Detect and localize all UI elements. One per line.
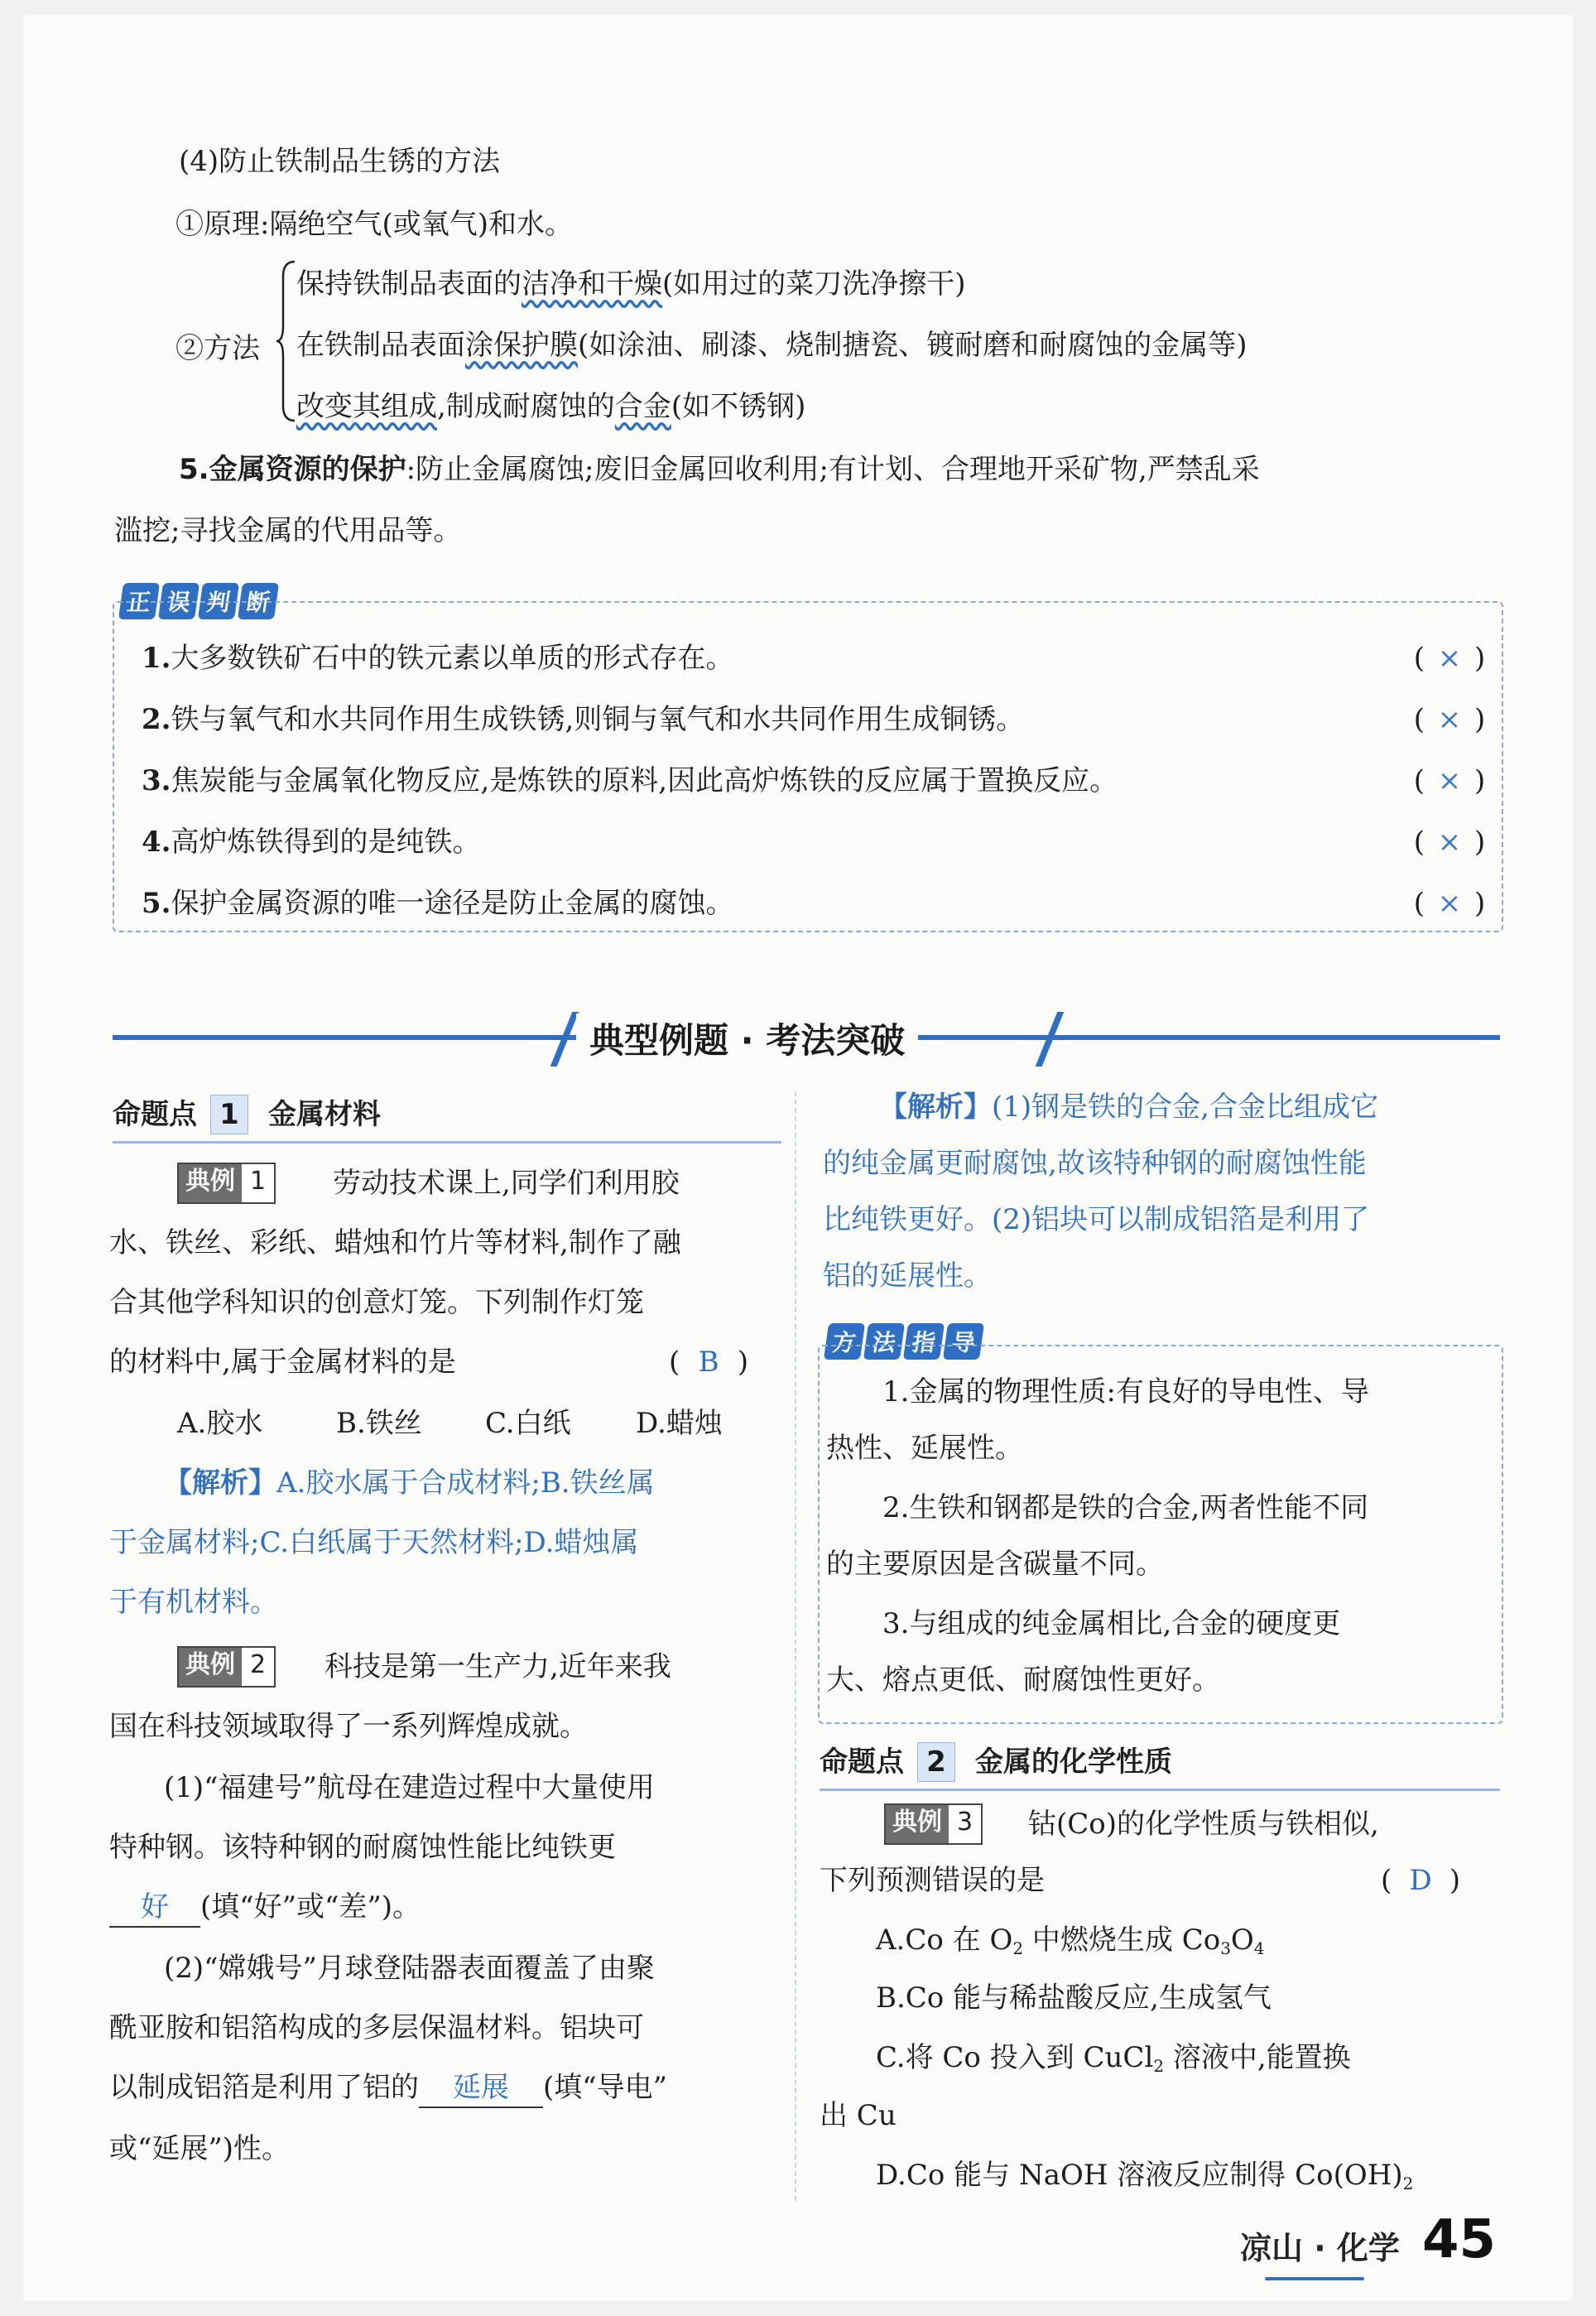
tag: 法 [863,1323,905,1360]
example-3-label: 典例 3 [884,1803,983,1845]
heading-4: (4)防止铁制品生锈的方法 [179,145,501,178]
topic-1: 命题点 1 金属材料 [113,1091,381,1134]
tag: 误 [158,583,200,619]
ex1-option: D.蜡烛 [636,1407,723,1440]
ex1-line: 水、铁丝、彩纸、蜡烛和竹片等材料,制作了融 [109,1226,681,1259]
tag: 断 [238,583,279,619]
tag: 方 [824,1323,865,1360]
ex3-option-b: B.Co 能与稀盐酸反应,生成氢气 [876,1981,1272,2015]
ex1-line: 合其他学科知识的创意灯笼。下列制作灯笼 [109,1286,644,1319]
ex1-option: C.白纸 [485,1407,571,1440]
tag: 指 [903,1323,945,1360]
topic-2-underline [820,1789,1500,1791]
tag: 判 [198,583,239,619]
ex3-option-c-cont: 出 Cu [820,2099,897,2132]
ex2-blank-line-2: 以制成铝箔是利用了铝的 延展 (填“导电” [109,2068,667,2108]
ex2-line: 酰亚胺和铝箔构成的多层保温材料。铝块可 [109,2011,644,2044]
tag: 导 [943,1323,984,1360]
ex1-line: 的材料中,属于金属材料的是 [109,1346,456,1379]
protection-para-line1: 5.金属资源的保护:防止金属腐蚀;废旧金属回收利用;有计划、合理地开采矿物,严禁乱采 [179,453,1260,486]
method-line: 1.金属的物理性质:有良好的导电性、导 [882,1375,1369,1408]
principle: ①原理:隔绝空气(或氧气)和水。 [175,208,573,241]
ex2-line: 科技是第一生产力,近年来我 [324,1650,671,1683]
judge-row: 2.铁与氧气和水共同作用生成铁锈,则铜与氧气和水共同作用生成铜锈。 ( × ) [142,703,1486,736]
ex3-option-a: A.Co 在 $O_2$ 中燃烧生成 $Co_3O_4$ [876,1924,1265,1958]
judge-row: 1.大多数铁矿石中的铁元素以单质的形式存在。 ( × ) [142,642,1486,675]
method-2: 在铁制品表面涂保护膜(如涂油、刷漆、烧制搪瓷、镀耐磨和耐腐蚀的金属等) [296,329,1247,362]
ex2-analysis: 【解析】(1)钢是铁的合金,合金比组成它 [879,1091,1378,1124]
page-number: 45 [1422,2209,1497,2270]
topic-1-underline [113,1141,781,1144]
ex3-option-d: D.Co 能与 NaOH 溶液反应制得 $Co(OH)_2$ [876,2159,1414,2193]
ex1-analysis: 【解析】A.胶水属于合成材料;B.铁丝属 [164,1466,655,1500]
page [23,15,1573,2300]
method-line: 热性、延展性。 [826,1432,1023,1465]
topic-2: 命题点 2 金属的化学性质 [820,1739,1172,1782]
judge-row: 5.保护金属资源的唯一途径是防止金属的腐蚀。 ( × ) [142,887,1486,920]
brace-icon [276,260,296,422]
ex2-last: 或“延展”)性。 [109,2132,291,2165]
ex2-line: 国在科技领域取得了一系列辉煌成就。 [109,1710,588,1743]
ex2-blank-line: 好 (填“好”或“差”)。 [109,1888,421,1928]
footer-underline [1265,2277,1364,2280]
ex2-line: (2)“嫦娥号”月球登陆器表面覆盖了由聚 [164,1952,655,1985]
method-line: 大、熔点更低、耐腐蚀性更好。 [826,1664,1220,1697]
method-line: 的主要原因是含碳量不同。 [826,1548,1164,1581]
ex2-line: 特种钢。该特种钢的耐腐蚀性能比纯铁更 [109,1831,616,1864]
ex1-option: B.铁丝 [336,1407,422,1440]
ex2-line: (1)“福建号”航母在建造过程中大量使用 [164,1771,655,1804]
protection-para-line2: 滥挖;寻找金属的代用品等。 [114,514,462,547]
method-1: 保持铁制品表面的洁净和干燥(如用过的菜刀洗净擦干) [296,267,966,301]
judge-row: 4.高炉炼铁得到的是纯铁。 ( × ) [142,826,1486,859]
judge-row: 3.焦炭能与金属氧化物反应,是炼铁的原料,因此高炉炼铁的反应属于置换反应。 ( × ) [142,764,1486,797]
ex2-analysis-line: 的纯金属更耐腐蚀,故该特种钢的耐腐蚀性能 [823,1147,1367,1180]
ex1-option: A.胶水 [177,1407,263,1440]
tag: 正 [118,583,160,619]
method-line: 2.生铁和钢都是铁的合金,两者性能不同 [882,1491,1369,1524]
ex3-answer: ( D ) [1381,1864,1461,1897]
ex1-analysis-line: 于金属材料;C.白纸属于天然材料;D.蜡烛属 [109,1526,639,1559]
ex1-answer: ( B ) [669,1346,749,1379]
ex1-analysis-line: 于有机材料。 [109,1586,278,1619]
method-3: 改变其组成,制成耐腐蚀的合金(如不锈钢) [296,390,806,423]
ex2-analysis-line: 比纯铁更好。(2)铝块可以制成铝箔是利用了 [823,1203,1370,1236]
column-divider [795,1091,796,2201]
example-1-label: 典例 1 [177,1163,276,1204]
method-label: ②方法 [175,332,260,365]
ex3-line: 下列预测错误的是 [820,1864,1045,1897]
section-title: 典型例题 · 考法突破 [576,1014,918,1063]
example-2-label: 典例 2 [177,1646,276,1688]
method-line: 3.与组成的纯金属相比,合金的硬度更 [882,1607,1341,1640]
ex3-line: 钴(Co)的化学性质与铁相似, [1028,1808,1379,1841]
footer-label: 凉山 · 化学 [1240,2230,1400,2266]
ex3-option-c: C.将 Co 投入到 CuCl$_2$ 溶液中,能置换 [876,2041,1351,2076]
ex1-line: 劳动技术课上,同学们利用胶 [333,1167,680,1200]
ex2-analysis-line: 铝的延展性。 [823,1259,992,1293]
